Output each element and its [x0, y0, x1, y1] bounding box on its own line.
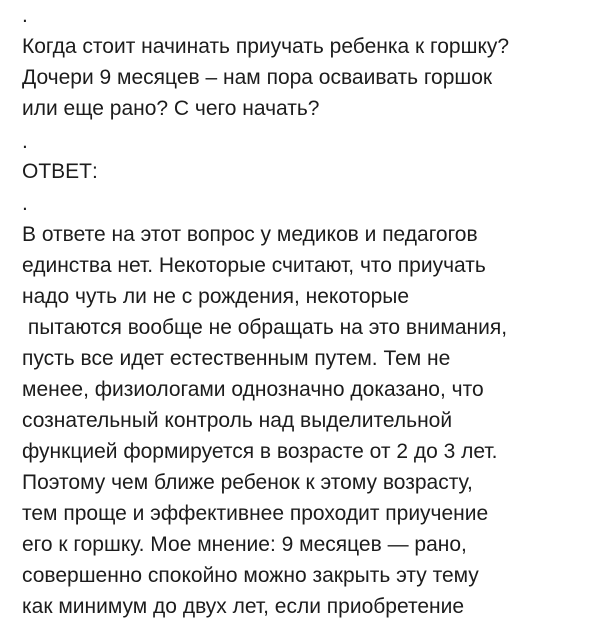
answer-line: совершенно спокойно можно закрыть эту тему: [22, 564, 479, 587]
question-line: Когда стоит начинать приучать ребенка к горшку?: [22, 35, 510, 58]
answer-heading: ОТВЕТ:: [22, 160, 98, 183]
answer-line: надо чуть ли не с рождения, некоторые: [22, 285, 410, 308]
answer-line: единства нет. Некоторые считают, что приучать: [22, 254, 486, 277]
answer-line: тем проще и эффективнее проходит приучение: [22, 502, 489, 525]
separator-dot: .: [22, 4, 28, 27]
question-line: Дочери 9 месяцев – нам пора осваивать горшок: [22, 66, 493, 89]
answer-line: сознательный контроль над выделительной: [22, 409, 453, 432]
answer-line: пытаются вообще не обращать на это внимания,: [22, 316, 508, 339]
answer-line: его к горшку. Мое мнение: 9 месяцев — рано,: [22, 533, 467, 556]
question-line: или еще рано? С чего начать?: [22, 97, 320, 120]
separator-dot: .: [22, 192, 28, 215]
answer-line: менее, физиологами однозначно доказано, что: [22, 378, 484, 401]
answer-line: В ответе на этот вопрос у медиков и педагогов: [22, 223, 478, 246]
answer-line: Поэтому чем ближе ребенок к этому возрасту,: [22, 471, 473, 494]
answer-line: пусть все идет естественным путем. Тем не: [22, 347, 451, 370]
separator-dot: .: [22, 130, 28, 153]
answer-line: функцией формируется в возрасте от 2 до 3 лет.: [22, 440, 498, 463]
answer-line: как минимум до двух лет, если приобретение: [22, 595, 465, 618]
